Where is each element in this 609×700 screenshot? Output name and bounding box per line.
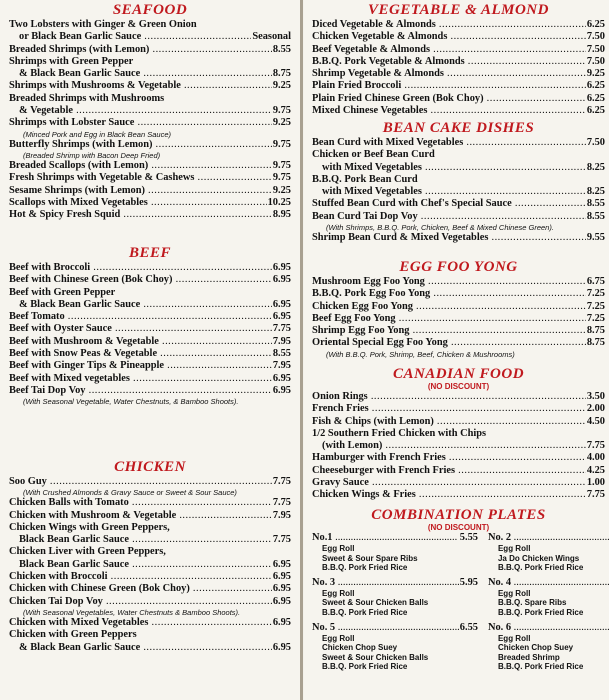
menu-item-price: 8.75 — [586, 337, 605, 349]
menu-item — [312, 211, 605, 223]
menu-item-price: 6.95 — [272, 595, 291, 607]
menu-item-name: Bean Curd Tai Dop Voy ..... — [312, 211, 586, 223]
menu-item-price: 9.25 — [272, 184, 291, 196]
combination-plate-name: No. 2 ..... — [488, 532, 609, 544]
menu-item-name: Chicken Egg Foo Yong ..... — [312, 301, 586, 313]
menu-item-price: 3.50 — [586, 391, 605, 402]
right-column — [304, 0, 609, 700]
combination-plates-title: COMBINATION PLATES — [371, 507, 546, 523]
menu-item-name: Beef with Green Pepper — [9, 286, 116, 298]
combination-plate-item: B.B.Q. Pork Fried Rice — [322, 662, 408, 672]
menu-item-name: Hot & Spicy Fresh Squid ..... — [9, 209, 272, 221]
combination-plate-price: 6.55 — [459, 621, 478, 633]
menu-item — [312, 80, 605, 92]
menu-item — [9, 197, 291, 209]
menu-item-price: 7.75 — [272, 497, 291, 509]
beef-title: BEEF — [128, 245, 172, 261]
beef-section — [9, 245, 291, 406]
menu-item — [312, 440, 605, 452]
menu-item-name: Beef with Mushroom & Vegetable ..... — [9, 336, 272, 348]
menu-item-name: Chicken with Mixed Vegetables ..... — [9, 617, 272, 629]
menu-item — [312, 44, 605, 56]
menu-item-name: 1/2 Southern Fried Chicken with Chips — [312, 427, 487, 439]
combination-plate-item: Egg Roll — [322, 588, 355, 598]
menu-item-price: 7.75 — [586, 489, 605, 501]
menu-item-price: 6.95 — [272, 641, 291, 653]
menu-item — [9, 348, 291, 360]
menu-item-name: Chicken with Broccoli ..... — [9, 571, 272, 583]
menu-item-price: 7.50 — [586, 31, 605, 43]
vegetable-title: VEGETABLE & ALMOND — [368, 2, 549, 18]
menu-item-name: Breaded Scallops (with Lemon) ..... — [9, 160, 272, 172]
menu-item — [312, 337, 605, 349]
menu-item-price: 7.75 — [272, 476, 291, 487]
menu-item-price: 7.95 — [272, 360, 291, 372]
combination-plate-item: Egg Roll — [322, 633, 355, 643]
menu-item — [312, 232, 605, 244]
combination-plates-subtitle: (NO DISCOUNT) — [427, 523, 490, 532]
menu-item-name: Beef with Chinese Green (Bok Choy) ..... — [9, 274, 272, 286]
combination-plate-item: B.B.Q. Pork Fried Rice — [322, 563, 408, 573]
menu-item-name: Mixed Chinese Vegetables ..... — [312, 105, 586, 117]
canadian-food-section — [312, 366, 605, 502]
menu-item — [9, 274, 291, 286]
menu-item-continuation: Black Bean Garlic Sauce ..... — [19, 559, 272, 571]
menu-item-price: 6.95 — [272, 311, 291, 323]
menu-item-name: Shrimps with Lobster Sauce ..... — [9, 117, 272, 129]
combination-plate-name: No. 4 ..... — [488, 577, 609, 589]
menu-item — [9, 336, 291, 348]
menu-item-name: Breaded Shrimps (with Lemon) ..... — [9, 44, 272, 56]
combination-plate — [312, 577, 478, 618]
menu-item-price: 8.55 — [272, 43, 291, 55]
combination-plate-item: Ja Do Chicken Wings — [497, 553, 580, 563]
menu-item-price: 9.25 — [586, 68, 605, 80]
menu-item-name: B.B.Q. Pork Bean Curd — [312, 173, 418, 185]
menu-item — [9, 583, 291, 595]
seafood-section — [9, 2, 291, 221]
combination-plate-item: Sweet & Sour Chicken Balls — [322, 598, 429, 608]
menu-item-name: Plain Fried Chinese Green (Bok Choy) ..... — [312, 93, 586, 105]
menu-item — [312, 391, 605, 403]
menu-item — [312, 452, 605, 464]
combination-plate-price: 5.55 — [459, 532, 478, 543]
menu-item — [9, 311, 291, 323]
menu-item-name: Beef with Oyster Sauce ..... — [9, 323, 272, 335]
menu-item-price: 6.25 — [586, 80, 605, 92]
chicken-title: CHICKEN — [114, 459, 186, 475]
combination-plate-item: B.B.Q. Pork Fried Rice — [322, 607, 408, 617]
menu-item — [9, 44, 291, 56]
menu-item-price: 7.25 — [586, 312, 605, 324]
menu-item-name: Fresh Shrimps with Vegetable & Cashews ..... — [9, 172, 272, 184]
eggfooyong-title: EGG FOO YONG — [399, 259, 518, 275]
menu-item-name: Shrimp Egg Foo Yong ..... — [312, 325, 586, 337]
menu-item-name: Shrimp Bean Curd & Mixed Vegetables ..... — [312, 232, 586, 244]
menu-item-price: 2.00 — [586, 403, 605, 415]
combination-plate-item: B.B.Q. Pork Fried Rice — [497, 607, 584, 617]
menu-item-price: 6.95 — [272, 616, 291, 628]
menu-item-name: Chicken Wings with Green Peppers, — [9, 521, 170, 533]
beancake-title: BEAN CAKE DISHES — [382, 120, 535, 136]
menu-item-name: Beef Egg Foo Yong ..... — [312, 313, 586, 325]
menu-item-name: Chicken Balls with Tomato ..... — [9, 497, 272, 509]
menu-item — [9, 642, 291, 654]
combination-plate-header — [488, 532, 609, 544]
combination-plate-item: Egg Roll — [497, 633, 531, 643]
menu-item-price: 7.50 — [586, 43, 605, 55]
menu-item-name: Plain Fried Broccoli ..... — [312, 80, 586, 92]
menu-item-price: 6.95 — [272, 583, 291, 595]
menu-item-price: 6.95 — [272, 372, 291, 384]
menu-item-price: 7.75 — [272, 323, 291, 335]
menu-item-price: 4.25 — [586, 464, 605, 476]
combination-plate-header — [312, 622, 478, 634]
menu-item-name: Diced Vegetable & Almonds ..... — [312, 19, 586, 31]
menu-item-name: Gravy Sauce ..... — [312, 477, 586, 489]
menu-item — [9, 596, 291, 608]
menu-item-note: (With B.B.Q. Pork, Shrimp, Beef, Chicken & Mushrooms) — [326, 349, 515, 359]
menu-item-name: Beef with Broccoli ..... — [9, 262, 272, 274]
bean-cake-section — [312, 120, 605, 244]
combination-plate-header — [488, 622, 609, 634]
menu-item — [312, 93, 605, 105]
menu-item-price: 10.25 — [267, 196, 291, 208]
menu-item-continuation: (with Lemon) ..... — [322, 440, 586, 452]
menu-item — [312, 56, 605, 68]
menu-item-price: 8.55 — [586, 210, 605, 222]
menu-item — [9, 160, 291, 172]
combination-plate-item: Chicken Chop Suey — [322, 643, 398, 653]
menu-item-price: 8.55 — [272, 348, 291, 360]
menu-item — [312, 288, 605, 300]
menu-item-name: Butterfly Shrimps (with Lemon) ..... — [9, 139, 272, 151]
menu-item — [9, 323, 291, 335]
menu-item-price: 6.95 — [272, 298, 291, 310]
menu-item-name: Bean Curd with Mixed Vegetables ..... — [312, 137, 586, 149]
menu-item-price: 8.25 — [586, 161, 605, 173]
menu-item-continuation: & Vegetable ..... — [19, 105, 272, 117]
menu-item — [312, 489, 605, 501]
menu-item-price: 9.25 — [272, 117, 291, 129]
menu-item-name: Beef with Snow Peas & Vegetable ..... — [9, 348, 272, 360]
menu-item-continuation: with Mixed Vegetables ..... — [322, 162, 586, 174]
menu-item-price: 7.50 — [586, 137, 605, 148]
menu-item — [9, 139, 291, 151]
menu-item — [9, 360, 291, 372]
menu-item-name: Beef with Ginger Tips & Pineapple ..... — [9, 360, 272, 372]
menu-item-price: 9.75 — [272, 172, 291, 184]
menu-item-price: 6.25 — [586, 19, 605, 30]
menu-item — [312, 68, 605, 80]
combination-plate-price: 5.95 — [459, 576, 478, 588]
menu-item — [312, 198, 605, 210]
menu-item-price: 4.00 — [586, 452, 605, 464]
menu-item-name: B.B.Q. Pork Vegetable & Almonds ..... — [312, 56, 586, 68]
menu-item-price: 7.95 — [272, 509, 291, 521]
combination-plate-item: B.B.Q. Spare Ribs — [497, 598, 567, 608]
menu-item-price: 7.50 — [586, 55, 605, 67]
menu-item-name: Chicken with Mushroom & Vegetable ..... — [9, 510, 272, 522]
menu-item — [9, 31, 291, 43]
menu-item-name: Chicken with Chinese Green (Bok Choy) ..... — [9, 583, 272, 595]
menu-item-price: 4.50 — [586, 415, 605, 427]
menu-item-continuation: & Black Bean Garlic Sauce ..... — [19, 68, 272, 80]
menu-item-price: 6.95 — [272, 274, 291, 286]
canadian-subtitle: (NO DISCOUNT) — [427, 382, 490, 391]
menu-item-price: 9.55 — [586, 232, 605, 244]
menu-item-name: Beef with Mixed vegetables ..... — [9, 373, 272, 385]
menu-item-note: (Minced Pork and Egg in Black Bean Sauce) — [23, 129, 171, 139]
menu-item-price: 7.95 — [272, 335, 291, 347]
menu-item-price: 7.25 — [586, 300, 605, 312]
menu-item — [9, 373, 291, 385]
menu-item — [9, 617, 291, 629]
menu-item — [9, 262, 291, 274]
menu-item-name: Shrimps with Mushrooms & Vegetable ..... — [9, 80, 272, 92]
menu-item-name: Stuffed Bean Curd with Chef's Special Sauce ..... — [312, 198, 586, 210]
menu-item-price: 6.75 — [586, 276, 605, 287]
menu-item-name: Scallops with Mixed Vegetables ..... — [9, 197, 267, 209]
combination-plate-name: No.1 ..... — [312, 532, 460, 544]
menu-item-price: 6.95 — [272, 262, 291, 273]
menu-item-price: 8.75 — [272, 68, 291, 80]
menu-item-price: 9.75 — [272, 159, 291, 171]
combination-plate-item: Egg Roll — [322, 544, 355, 553]
canadian-title: CANADIAN FOOD — [392, 366, 525, 382]
menu-item — [312, 162, 605, 174]
menu-item — [312, 477, 605, 489]
menu-item-continuation: with Mixed Vegetables ..... — [322, 186, 586, 198]
menu-item-continuation: & Black Bean Garlic Sauce ..... — [19, 642, 272, 654]
combination-plate-name: No. 6 ..... — [488, 622, 609, 634]
combination-plate-item: Sweet & Sour Chicken Balls — [322, 652, 429, 662]
menu-item — [9, 105, 291, 117]
combination-plate-item: Egg Roll — [497, 544, 531, 553]
menu-item-name: Shrimps with Green Pepper — [9, 55, 134, 67]
menu-item — [9, 571, 291, 583]
menu-item — [9, 172, 291, 184]
menu-item — [9, 476, 291, 488]
combination-plate-item: B.B.Q. Pork Fried Rice — [497, 662, 584, 672]
combination-plate-header — [312, 577, 478, 589]
menu-item-name: Sesame Shrimps (with Lemon) ..... — [9, 185, 272, 197]
menu-item — [9, 117, 291, 129]
menu-item-price: 6.95 — [272, 384, 291, 396]
menu-item — [312, 403, 605, 415]
menu-item-price: 6.95 — [272, 571, 291, 583]
menu-item-name: Chicken or Beef Bean Curd — [312, 149, 435, 161]
egg-foo-yong-section — [312, 259, 605, 359]
combination-plate — [312, 622, 478, 672]
menu-item-price: Seasonal — [252, 31, 291, 43]
menu-item-name: Chicken Tai Dop Voy ..... — [9, 596, 272, 608]
menu-item — [312, 31, 605, 43]
menu-item — [9, 510, 291, 522]
combination-plate — [488, 622, 609, 672]
seafood-title: SEAFOOD — [112, 2, 188, 18]
menu-item-name: Beef Tomato ..... — [9, 311, 272, 323]
combination-plate-item: B.B.Q. Pork Fried Rice — [497, 563, 584, 573]
menu-item-note: (Breaded Shrimp with Bacon Deep Fried) — [23, 150, 161, 160]
menu-item — [312, 186, 605, 198]
menu-item — [312, 465, 605, 477]
menu-item-name: Mushroom Egg Foo Yong ..... — [312, 276, 586, 288]
menu-item-name: Beef Vegetable & Almonds ..... — [312, 44, 586, 56]
combination-plate-header — [488, 577, 609, 589]
menu-item — [312, 416, 605, 428]
menu-item-name: B.B.Q. Pork Egg Foo Yong ..... — [312, 288, 586, 300]
combination-plate-header — [312, 532, 478, 544]
menu-item-name: Oriental Special Egg Foo Yong ..... — [312, 337, 586, 349]
combination-plates-grid — [312, 532, 605, 672]
menu-item-note: (With Shrimps, B.B.Q. Pork, Chicken, Beef & Mixed Chinese Green). — [326, 223, 554, 233]
menu-item — [9, 209, 291, 221]
menu-item-name: Two Lobsters with Ginger & Green Onion — [9, 19, 197, 30]
menu-item-name: Chicken with Green Peppers — [9, 629, 137, 641]
menu-item — [9, 80, 291, 92]
combination-plate-name: No. 5 ..... — [312, 622, 460, 634]
vegetable-almond-section — [312, 2, 605, 117]
menu-item — [9, 497, 291, 509]
menu-item-name: Chicken Vegetable & Almonds ..... — [312, 31, 586, 43]
menu-item-price: 9.25 — [272, 80, 291, 92]
menu-item-price: 6.95 — [272, 558, 291, 570]
menu-item-price: 8.25 — [586, 186, 605, 198]
menu-item-name: Breaded Shrimps with Mushrooms — [9, 92, 165, 104]
menu-item — [9, 299, 291, 311]
menu-item — [9, 68, 291, 80]
menu-item-name: Fish & Chips (with Lemon) ..... — [312, 416, 586, 428]
menu-item-continuation: or Black Bean Garlic Sauce ..... — [19, 31, 251, 43]
column-divider — [300, 0, 303, 700]
menu-item — [312, 313, 605, 325]
menu-item — [9, 559, 291, 571]
combination-plate — [312, 532, 478, 573]
menu-item-price: 6.25 — [586, 105, 605, 117]
menu-item-note: (With Crushed Almonds & Gravy Sauce or Sweet & Sour Sauce) — [23, 488, 237, 498]
menu-item-name: Soo Guy ..... — [9, 476, 272, 488]
chicken-section — [9, 459, 291, 654]
menu-item — [9, 385, 291, 397]
combination-plate — [488, 577, 609, 618]
menu-item-price: 6.25 — [586, 92, 605, 104]
menu-item-name: Chicken Liver with Green Peppers, — [9, 546, 166, 558]
combination-plate-item: Sweet & Sour Spare Ribs — [322, 553, 418, 563]
menu-item-name: Beef Tai Dop Voy ..... — [9, 385, 272, 397]
menu-item — [312, 276, 605, 288]
menu-item — [312, 137, 605, 149]
menu-item-name: Hamburger with French Fries ..... — [312, 452, 586, 464]
combination-plates-section — [312, 507, 605, 672]
menu-item — [312, 105, 605, 117]
menu-item — [312, 325, 605, 337]
menu-item-name: Onion Rings ..... — [312, 391, 586, 403]
menu-item — [9, 185, 291, 197]
menu-item-continuation: & Black Bean Garlic Sauce ..... — [19, 299, 272, 311]
menu-item — [9, 534, 291, 546]
menu-item — [312, 301, 605, 313]
menu-item-name: French Fries ..... — [312, 403, 586, 415]
menu-item-price: 7.25 — [586, 288, 605, 300]
combination-plate-item: Egg Roll — [497, 588, 531, 598]
combination-plate-name: No. 3 ..... — [312, 577, 460, 589]
menu-item-price: 1.00 — [586, 477, 605, 489]
menu-item-price: 9.75 — [272, 138, 291, 150]
left-column — [0, 0, 302, 700]
menu-item-price: 9.75 — [272, 105, 291, 117]
menu-item-note: (With Seasonal Vegetables, Water Chestnuts & Bamboo Shoots). — [23, 607, 241, 617]
menu-item-name: Cheeseburger with French Fries ..... — [312, 465, 586, 477]
menu-item-price: 7.75 — [586, 440, 605, 452]
menu-item-price: 8.75 — [586, 325, 605, 337]
menu-item-price: 8.55 — [586, 198, 605, 210]
menu-item-continuation: Black Bean Garlic Sauce ..... — [19, 534, 272, 546]
menu-item-name: Chicken Wings & Fries ..... — [312, 489, 586, 501]
menu-item-note: (With Seasonal Vegetable, Water Chestnuts, & Bamboo Shoots). — [23, 397, 239, 407]
menu-item-name: Shrimp Vegetable & Almonds ..... — [312, 68, 586, 80]
menu-item-price: 7.75 — [272, 534, 291, 546]
combination-plate-item: Chicken Chop Suey — [497, 643, 574, 653]
menu-item — [312, 19, 605, 31]
menu-item-price: 8.95 — [272, 209, 291, 221]
combination-plate — [488, 532, 609, 573]
combination-plate-item: Breaded Shrimp — [497, 652, 560, 662]
